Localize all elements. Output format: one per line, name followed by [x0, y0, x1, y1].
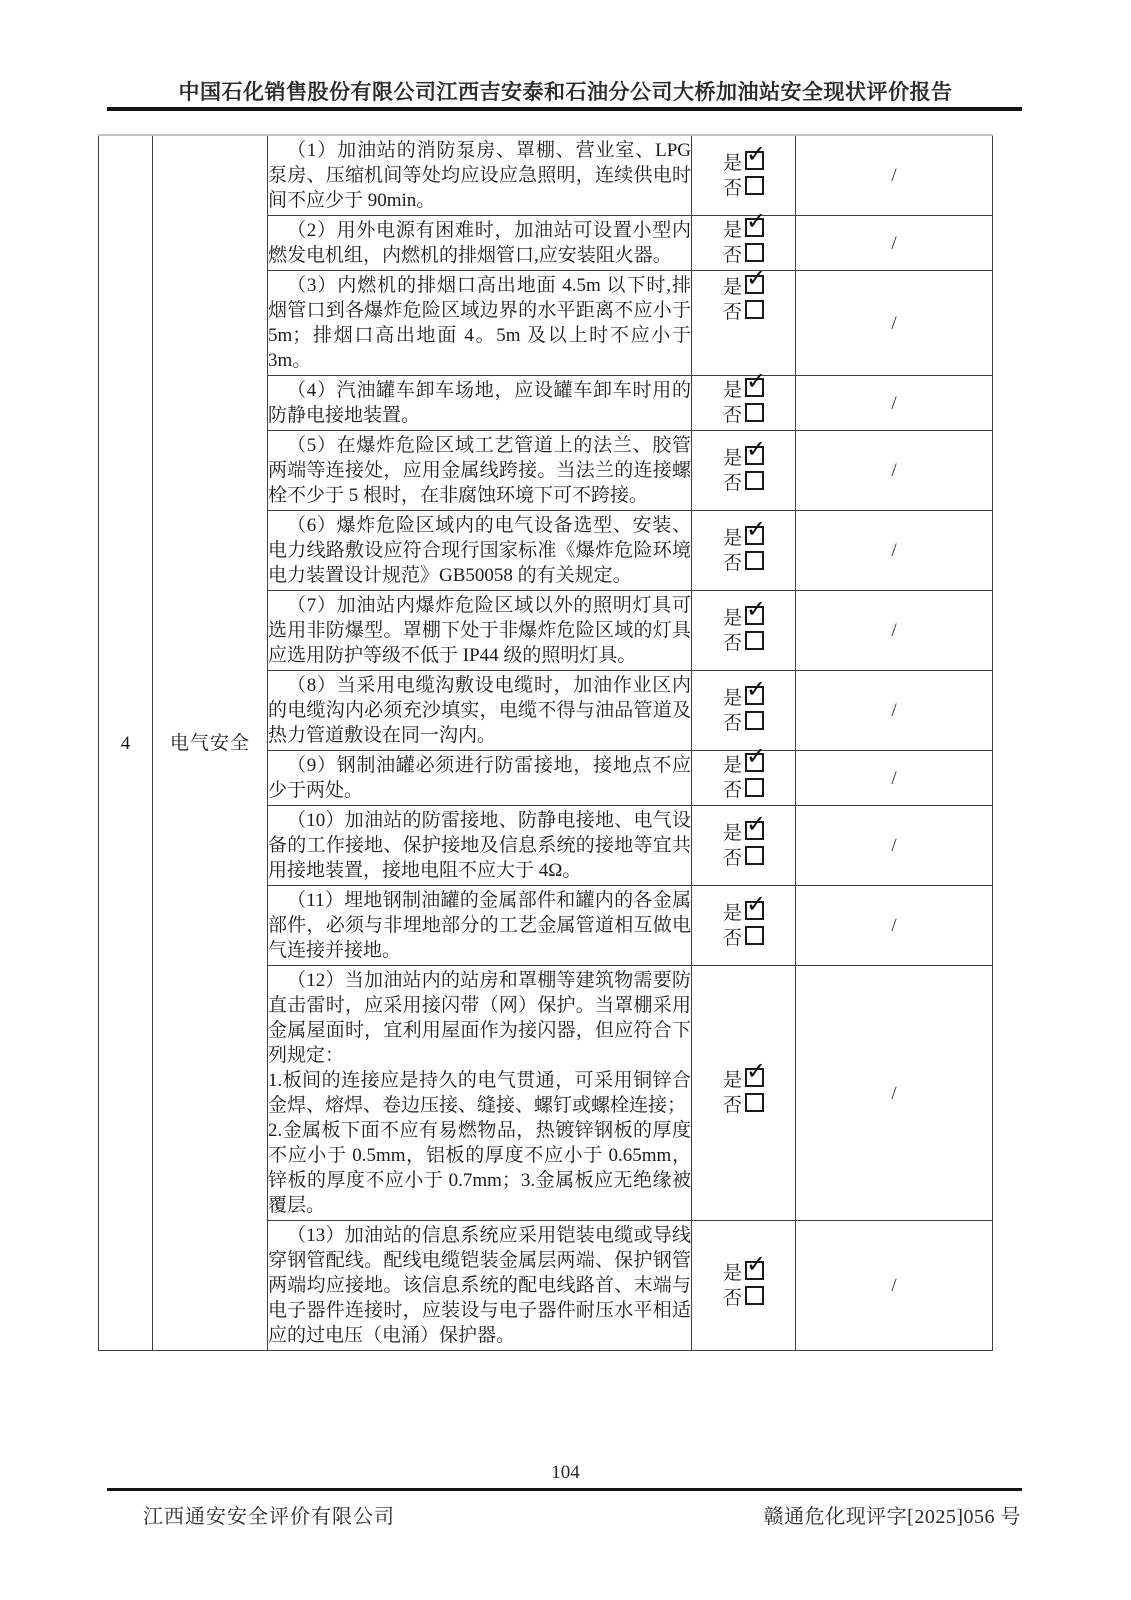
yes-no-cell	[692, 511, 796, 591]
yes-no-cell	[692, 591, 796, 671]
yes-checkbox[interactable]	[745, 594, 767, 625]
result-cell: /	[796, 431, 993, 511]
header-rule	[107, 107, 1022, 111]
row-group-index: 4	[99, 135, 153, 1351]
no-checkbox[interactable]	[745, 471, 764, 490]
result-cell: /	[796, 806, 993, 886]
yes-label: 是	[722, 152, 742, 174]
item-paragraph: （10）加油站的防雷接地、防静电接地、电气设备的工作接地、保护接地及信息系统的接地等宜共用接地装置，接地电阻不应大于 4Ω。	[268, 810, 691, 881]
no-label: 否	[722, 552, 742, 574]
item-paragraph: （3）内燃机的排烟口高出地面 4.5m 以下时,排烟管口到各爆炸危险区域边界的水平距离不应小于 5m；排烟口高出地面 4。5m 及以上时不应小于 3m。	[268, 275, 691, 371]
yes-option	[692, 367, 795, 403]
no-option	[692, 1093, 795, 1118]
page-number: 104	[551, 1462, 580, 1483]
check-mark-icon: ✓	[746, 514, 767, 543]
no-checkbox[interactable]	[745, 300, 764, 319]
yes-label: 是	[722, 607, 742, 629]
item-paragraph: （1）加油站的消防泵房、罩棚、营业室、LPG泵房、压缩机间等处均应设应急照明，连续供电时间不应少于 90min。	[268, 140, 691, 211]
check-mark-icon: ✓	[746, 367, 767, 395]
result-cell: /	[796, 1221, 993, 1351]
no-option	[692, 243, 795, 268]
check-mark-icon: ✓	[746, 207, 767, 235]
yes-no-cell	[692, 264, 796, 376]
check-mark-icon: ✓	[746, 594, 767, 623]
no-label: 否	[722, 302, 742, 323]
no-label: 否	[722, 712, 742, 734]
footer-rule	[107, 1488, 1022, 1491]
yes-label: 是	[722, 447, 742, 469]
no-option	[692, 471, 795, 496]
no-checkbox[interactable]	[745, 711, 764, 730]
item-text-cell	[268, 376, 692, 431]
check-mark-icon: ✓	[746, 742, 767, 770]
no-option	[692, 551, 795, 576]
yes-label: 是	[722, 277, 742, 298]
item-text-cell	[268, 591, 692, 671]
check-mark-icon: ✓	[746, 809, 767, 838]
no-label: 否	[722, 177, 742, 199]
no-checkbox[interactable]	[745, 176, 764, 195]
yes-no-cell	[692, 367, 796, 431]
yes-no-cell	[692, 671, 796, 751]
yes-no-cell	[692, 886, 796, 966]
yes-no-cell	[692, 1221, 796, 1351]
yes-option	[692, 1249, 795, 1286]
check-mark-icon: ✓	[746, 434, 767, 463]
yes-label: 是	[722, 1262, 742, 1284]
no-checkbox[interactable]	[745, 551, 764, 570]
no-option	[692, 926, 795, 951]
yes-no-cell	[692, 207, 796, 271]
item-paragraph: （4）汽油罐车卸车场地，应设罐车卸车时用的防静电接地装置。	[268, 380, 691, 426]
yes-checkbox[interactable]	[745, 889, 767, 920]
check-mark-icon: ✓	[746, 674, 767, 703]
no-checkbox[interactable]	[745, 926, 764, 945]
check-mark-icon: ✓	[746, 1249, 767, 1278]
yes-checkbox[interactable]	[745, 1249, 767, 1280]
page-title: 中国石化销售股份有限公司江西吉安泰和石油分公司大桥加油站安全现状评价报告	[178, 80, 953, 104]
no-label: 否	[722, 927, 742, 949]
yes-option	[692, 742, 795, 778]
yes-label: 是	[722, 1070, 742, 1091]
item-paragraph: 2.金属板下面不应有易燃物品，热镀锌钢板的厚度不应小于 0.5mm，铝板的厚度不应小于 0.65mm，锌板的厚度不应小于 0.7mm；3.金属板应无绝缘被覆层。	[268, 1120, 691, 1216]
result-cell: /	[796, 751, 993, 806]
yes-checkbox[interactable]	[745, 514, 767, 545]
no-label: 否	[722, 632, 742, 654]
item-text-cell	[268, 751, 692, 806]
yes-option	[692, 514, 795, 551]
item-text-cell	[268, 806, 692, 886]
yes-label: 是	[722, 902, 742, 924]
no-checkbox[interactable]	[745, 403, 764, 422]
yes-checkbox[interactable]	[745, 809, 767, 840]
item-paragraph: 1.板间的连接应是持久的电气贯通，可采用铜锌合金焊、熔焊、卷边压接、缝接、螺钉或螺栓连接；	[268, 1070, 691, 1116]
no-checkbox[interactable]	[745, 1093, 764, 1112]
result-cell: /	[796, 591, 993, 671]
item-paragraph: （12）当加油站内的站房和罩棚等建筑物需要防直击雷时，应采用接闪带（网）保护。当罩棚采用金属屋面时，宜利用屋面作为接闪器，但应符合下列规定：	[268, 970, 691, 1066]
yes-checkbox[interactable]	[745, 674, 767, 705]
item-text-cell	[268, 216, 692, 271]
yes-option	[692, 889, 795, 926]
item-paragraph: （5）在爆炸危险区域工艺管道上的法兰、胶管两端等连接处，应用金属线跨接。当法兰的连接螺栓不少于 5 根时，在非腐蚀环境下可不跨接。	[268, 435, 691, 506]
yes-no-cell	[692, 966, 796, 1221]
yes-label: 是	[722, 380, 742, 401]
item-paragraph: （11）埋地钢制油罐的金属部件和罐内的各金属部件，必须与非埋地部分的工艺金属管道相互做电气连接并接地。	[268, 890, 691, 961]
no-option	[692, 631, 795, 656]
table-row	[99, 135, 993, 216]
item-text-cell	[268, 431, 692, 511]
item-paragraph: （2）用外电源有困难时，加油站可设置小型内燃发电机组，内燃机的排烟管口,应安装阻火器。	[268, 220, 691, 266]
item-text-cell	[268, 1221, 692, 1351]
no-label: 否	[722, 1095, 742, 1116]
row-group-category: 电气安全	[153, 135, 268, 1351]
yes-checkbox[interactable]	[745, 264, 767, 294]
no-checkbox[interactable]	[745, 778, 764, 797]
footer-doc-code: 赣通危化现评字[2025]056 号	[763, 1506, 1021, 1528]
yes-option	[692, 264, 795, 300]
no-label: 否	[722, 1287, 742, 1309]
item-text-cell	[268, 135, 692, 216]
safety-checklist-table	[98, 134, 993, 1351]
yes-label: 是	[722, 755, 742, 776]
no-label: 否	[722, 245, 742, 266]
yes-checkbox[interactable]	[745, 742, 767, 772]
check-mark-icon: ✓	[746, 264, 767, 292]
yes-label: 是	[722, 687, 742, 709]
result-cell: /	[796, 135, 993, 216]
yes-checkbox[interactable]	[745, 367, 767, 397]
item-text-cell	[268, 271, 692, 376]
item-paragraph: （9）钢制油罐必须进行防雷接地，接地点不应少于两处。	[268, 755, 691, 801]
result-cell: /	[796, 271, 993, 376]
yes-label: 是	[722, 527, 742, 549]
yes-option	[692, 1057, 795, 1093]
check-mark-icon: ✓	[746, 139, 767, 168]
check-mark-icon: ✓	[746, 889, 767, 918]
item-text-cell	[268, 511, 692, 591]
yes-no-cell	[692, 135, 796, 216]
no-label: 否	[722, 780, 742, 801]
no-label: 否	[722, 405, 742, 426]
no-label: 否	[722, 472, 742, 494]
result-cell: /	[796, 671, 993, 751]
result-cell: /	[796, 966, 993, 1221]
no-checkbox[interactable]	[745, 243, 764, 262]
no-option	[692, 778, 795, 803]
item-paragraph: （7）加油站内爆炸危险区域以外的照明灯具可选用非防爆型。罩棚下处于非爆炸危险区域的灯具应选用防护等级不低于 IP44 级的照明灯具。	[268, 595, 691, 666]
result-cell: /	[796, 376, 993, 431]
yes-no-cell	[692, 806, 796, 886]
result-cell: /	[796, 216, 993, 271]
yes-checkbox[interactable]	[745, 1057, 767, 1087]
no-option	[692, 1286, 795, 1311]
no-option	[692, 846, 795, 871]
yes-checkbox[interactable]	[745, 139, 767, 170]
no-checkbox[interactable]	[745, 846, 764, 865]
yes-option	[692, 809, 795, 846]
no-option	[692, 403, 795, 428]
item-paragraph: （13）加油站的信息系统应采用铠装电缆或导线穿钢管配线。配线电缆铠装金属层两端、保护钢管两端均应接地。该信息系统的配电线路首、末端与电子器件连接时，应装设与电子器件耐压水平相适应的过电压（电涌）保护器。	[268, 1225, 691, 1346]
result-cell: /	[796, 511, 993, 591]
yes-checkbox[interactable]	[745, 207, 767, 237]
yes-option	[692, 207, 795, 243]
yes-checkbox[interactable]	[745, 434, 767, 465]
yes-option	[692, 434, 795, 471]
yes-label: 是	[722, 220, 742, 241]
result-cell: /	[796, 886, 993, 966]
no-option	[692, 711, 795, 736]
no-option	[692, 300, 795, 325]
item-text-cell	[268, 886, 692, 966]
footer-company: 江西通安安全评价有限公司	[143, 1506, 395, 1528]
yes-no-cell	[692, 742, 796, 806]
check-mark-icon: ✓	[746, 1057, 767, 1085]
no-checkbox[interactable]	[745, 631, 764, 650]
item-text-cell	[268, 966, 692, 1221]
item-paragraph: （6）爆炸危险区域内的电气设备选型、安装、电力线路敷设应符合现行国家标准《爆炸危险环境电力装置设计规范》GB50058 的有关规定。	[268, 515, 691, 586]
no-option	[692, 176, 795, 201]
no-checkbox[interactable]	[745, 1286, 764, 1305]
no-label: 否	[722, 847, 742, 869]
yes-option	[692, 674, 795, 711]
item-text-cell	[268, 671, 692, 751]
item-paragraph: （8）当采用电缆沟敷设电缆时，加油作业区内的电缆沟内必须充沙填实，电缆不得与油品管道及热力管道敷设在同一沟内。	[268, 675, 691, 746]
yes-label: 是	[722, 822, 742, 844]
yes-no-cell	[692, 431, 796, 511]
yes-option	[692, 594, 795, 631]
yes-option	[692, 139, 795, 176]
